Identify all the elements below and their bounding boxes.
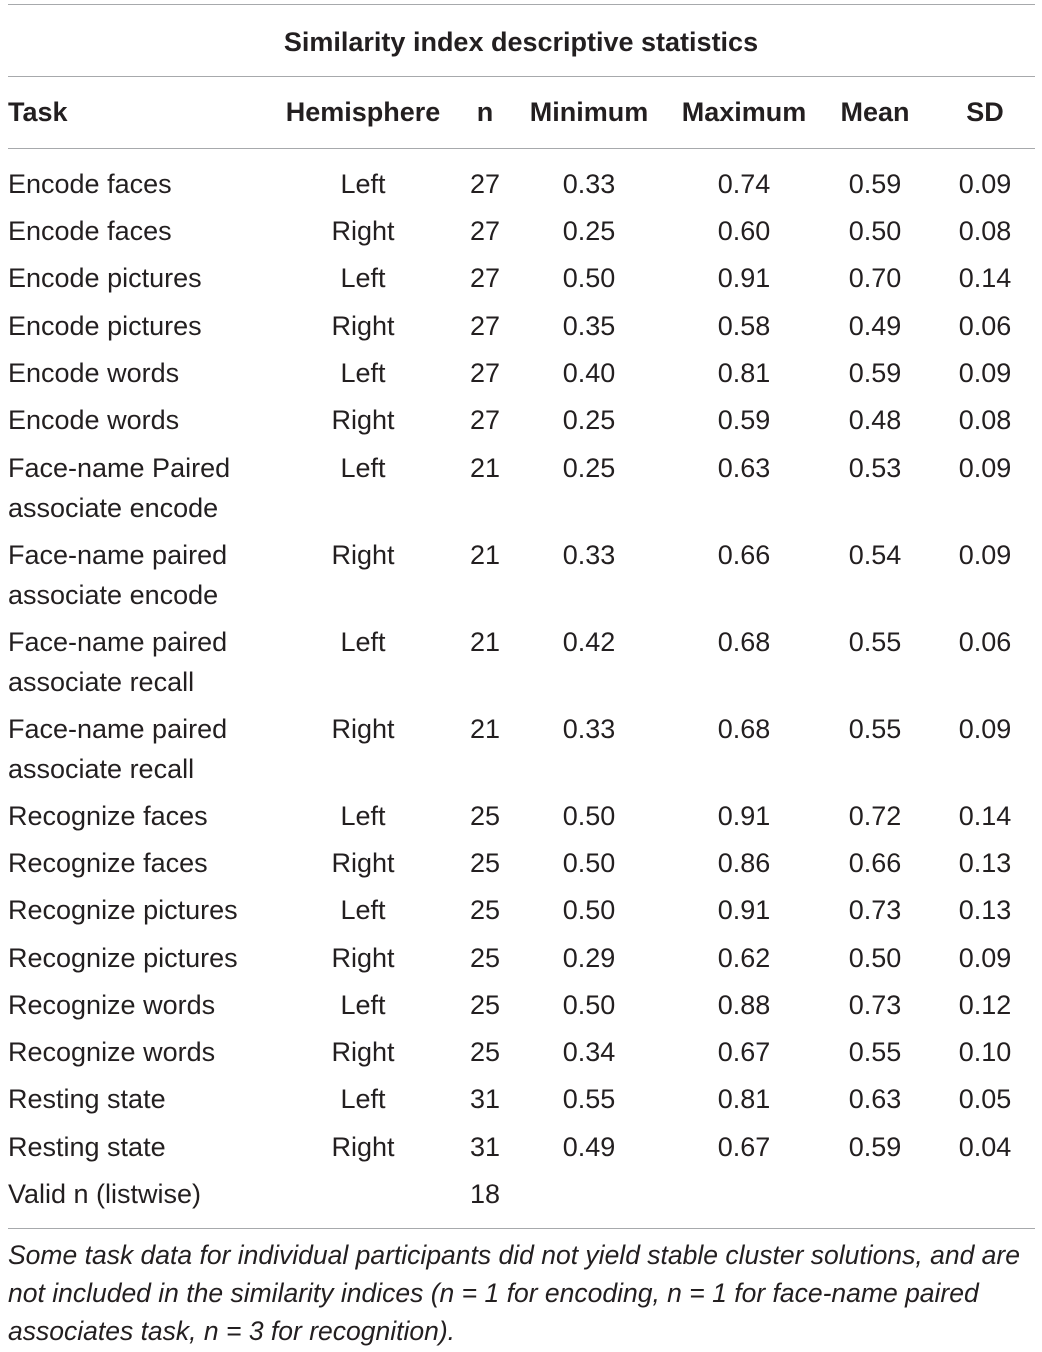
- sd-cell: 0.09: [958, 540, 1012, 570]
- sd-cell: 0.05: [958, 1084, 1012, 1114]
- mean-cell: 0.73: [848, 990, 902, 1020]
- n-cell: 21: [469, 453, 501, 483]
- n-cell: 25: [469, 1037, 501, 1067]
- mean-cell: 0.49: [848, 311, 902, 341]
- header-rule: [8, 148, 1035, 149]
- mean-cell: 0.66: [848, 848, 902, 878]
- hemisphere-cell: Right: [331, 540, 395, 570]
- task-cell: Face-name paired associate recall: [8, 714, 228, 784]
- maximum-cell: 0.91: [717, 263, 771, 293]
- minimum-cell: 0.35: [562, 311, 616, 341]
- mean-cell: 0.55: [848, 1037, 902, 1067]
- header-hemisphere: Hemisphere: [285, 97, 441, 127]
- top-rule: [8, 4, 1035, 5]
- minimum-cell: 0.33: [562, 169, 616, 199]
- n-cell: 27: [469, 311, 501, 341]
- minimum-cell: 0.33: [562, 714, 616, 744]
- mean-cell: 0.73: [848, 895, 902, 925]
- sd-cell: 0.13: [958, 848, 1012, 878]
- hemisphere-cell: Left: [340, 990, 386, 1020]
- n-cell: 18: [469, 1179, 501, 1209]
- sd-cell: 0.09: [958, 943, 1012, 973]
- n-cell: 25: [469, 848, 501, 878]
- minimum-cell: 0.25: [562, 216, 616, 246]
- n-cell: 27: [469, 263, 501, 293]
- header-maximum: Maximum: [681, 97, 807, 127]
- n-cell: 25: [469, 990, 501, 1020]
- minimum-cell: 0.33: [562, 540, 616, 570]
- n-cell: 27: [469, 358, 501, 388]
- sd-cell: 0.14: [958, 263, 1012, 293]
- task-cell: Recognize pictures: [8, 943, 238, 973]
- header-mean: Mean: [840, 97, 910, 127]
- hemisphere-cell: Right: [331, 943, 395, 973]
- sd-cell: 0.09: [958, 714, 1012, 744]
- hemisphere-cell: Left: [340, 1084, 386, 1114]
- task-cell: Recognize faces: [8, 801, 208, 831]
- hemisphere-cell: Left: [340, 453, 386, 483]
- mean-cell: 0.59: [848, 1132, 902, 1162]
- sd-cell: 0.08: [958, 216, 1012, 246]
- hemisphere-cell: Left: [340, 895, 386, 925]
- minimum-cell: 0.50: [562, 848, 616, 878]
- task-cell: Encode faces: [8, 216, 172, 246]
- minimum-cell: 0.50: [562, 895, 616, 925]
- hemisphere-cell: Right: [331, 311, 395, 341]
- task-cell: Resting state: [8, 1084, 166, 1114]
- header-sd: SD: [966, 97, 1004, 127]
- maximum-cell: 0.81: [717, 1084, 771, 1114]
- mean-cell: 0.72: [848, 801, 902, 831]
- hemisphere-cell: Right: [331, 405, 395, 435]
- mean-cell: 0.50: [848, 216, 902, 246]
- mean-cell: 0.55: [848, 627, 902, 657]
- maximum-cell: 0.68: [717, 627, 771, 657]
- task-cell: Recognize pictures: [8, 895, 238, 925]
- minimum-cell: 0.29: [562, 943, 616, 973]
- hemisphere-cell: Right: [331, 848, 395, 878]
- mean-cell: 0.59: [848, 358, 902, 388]
- maximum-cell: 0.67: [717, 1132, 771, 1162]
- n-cell: 31: [469, 1132, 501, 1162]
- sd-cell: 0.09: [958, 358, 1012, 388]
- hemisphere-cell: Left: [340, 263, 386, 293]
- table-title: Similarity index descriptive statistics: [283, 27, 759, 57]
- n-cell: 27: [469, 405, 501, 435]
- maximum-cell: 0.67: [717, 1037, 771, 1067]
- maximum-cell: 0.60: [717, 216, 771, 246]
- mean-cell: 0.54: [848, 540, 902, 570]
- n-cell: 25: [469, 895, 501, 925]
- n-cell: 27: [469, 169, 501, 199]
- task-cell: Face-name Paired associate encode: [8, 453, 231, 523]
- task-cell: Encode pictures: [8, 311, 202, 341]
- hemisphere-cell: Left: [340, 358, 386, 388]
- hemisphere-cell: Right: [331, 216, 395, 246]
- sd-cell: 0.12: [958, 990, 1012, 1020]
- minimum-cell: 0.34: [562, 1037, 616, 1067]
- maximum-cell: 0.91: [717, 801, 771, 831]
- sd-cell: 0.08: [958, 405, 1012, 435]
- minimum-cell: 0.49: [562, 1132, 616, 1162]
- maximum-cell: 0.66: [717, 540, 771, 570]
- task-cell: Encode words: [8, 358, 180, 388]
- n-cell: 21: [469, 540, 501, 570]
- minimum-cell: 0.50: [562, 801, 616, 831]
- sd-cell: 0.06: [958, 627, 1012, 657]
- maximum-cell: 0.86: [717, 848, 771, 878]
- hemisphere-cell: Left: [340, 169, 386, 199]
- task-cell: Resting state: [8, 1132, 166, 1162]
- hemisphere-cell: Right: [331, 1132, 395, 1162]
- n-cell: 21: [469, 627, 501, 657]
- task-cell: Encode words: [8, 405, 180, 435]
- sd-cell: 0.14: [958, 801, 1012, 831]
- header-task: Task: [8, 97, 68, 127]
- maximum-cell: 0.81: [717, 358, 771, 388]
- mean-cell: 0.48: [848, 405, 902, 435]
- n-cell: 27: [469, 216, 501, 246]
- maximum-cell: 0.59: [717, 405, 771, 435]
- n-cell: 25: [469, 943, 501, 973]
- minimum-cell: 0.50: [562, 263, 616, 293]
- table-footnote: Some task data for individual participants did not yield stable cluster solutions, and are not included in the similarity indices (n = 1 for encoding, n = 1 for face-name paired associates task, n = 3 for recognition).: [8, 1240, 1020, 1346]
- bottom-rule: [8, 1228, 1035, 1229]
- hemisphere-cell: Right: [331, 1037, 395, 1067]
- table-header-row: [0, 92, 1042, 132]
- sd-cell: 0.06: [958, 311, 1012, 341]
- maximum-cell: 0.63: [717, 453, 771, 483]
- sd-cell: 0.09: [958, 169, 1012, 199]
- hemisphere-cell: Left: [340, 627, 386, 657]
- task-cell: Valid n (listwise): [8, 1179, 202, 1209]
- task-cell: Face-name paired associate encode: [8, 540, 228, 610]
- mean-cell: 0.70: [848, 263, 902, 293]
- minimum-cell: 0.25: [562, 453, 616, 483]
- minimum-cell: 0.42: [562, 627, 616, 657]
- task-cell: Face-name paired associate recall: [8, 627, 228, 697]
- task-cell: Encode faces: [8, 169, 172, 199]
- maximum-cell: 0.74: [717, 169, 771, 199]
- mean-cell: 0.55: [848, 714, 902, 744]
- minimum-cell: 0.50: [562, 990, 616, 1020]
- task-cell: Encode pictures: [8, 263, 202, 293]
- title-rule: [8, 76, 1035, 77]
- sd-cell: 0.09: [958, 453, 1012, 483]
- mean-cell: 0.53: [848, 453, 902, 483]
- sd-cell: 0.13: [958, 895, 1012, 925]
- task-cell: Recognize words: [8, 1037, 216, 1067]
- header-minimum: Minimum: [529, 97, 649, 127]
- n-cell: 31: [469, 1084, 501, 1114]
- maximum-cell: 0.91: [717, 895, 771, 925]
- maximum-cell: 0.88: [717, 990, 771, 1020]
- hemisphere-cell: Left: [340, 801, 386, 831]
- minimum-cell: 0.40: [562, 358, 616, 388]
- minimum-cell: 0.55: [562, 1084, 616, 1114]
- maximum-cell: 0.68: [717, 714, 771, 744]
- n-cell: 25: [469, 801, 501, 831]
- task-cell: Recognize words: [8, 990, 216, 1020]
- header-n: n: [476, 97, 494, 127]
- task-cell: Recognize faces: [8, 848, 208, 878]
- minimum-cell: 0.25: [562, 405, 616, 435]
- n-cell: 21: [469, 714, 501, 744]
- mean-cell: 0.59: [848, 169, 902, 199]
- sd-cell: 0.10: [958, 1037, 1012, 1067]
- hemisphere-cell: Right: [331, 714, 395, 744]
- mean-cell: 0.50: [848, 943, 902, 973]
- maximum-cell: 0.62: [717, 943, 771, 973]
- maximum-cell: 0.58: [717, 311, 771, 341]
- sd-cell: 0.04: [958, 1132, 1012, 1162]
- mean-cell: 0.63: [848, 1084, 902, 1114]
